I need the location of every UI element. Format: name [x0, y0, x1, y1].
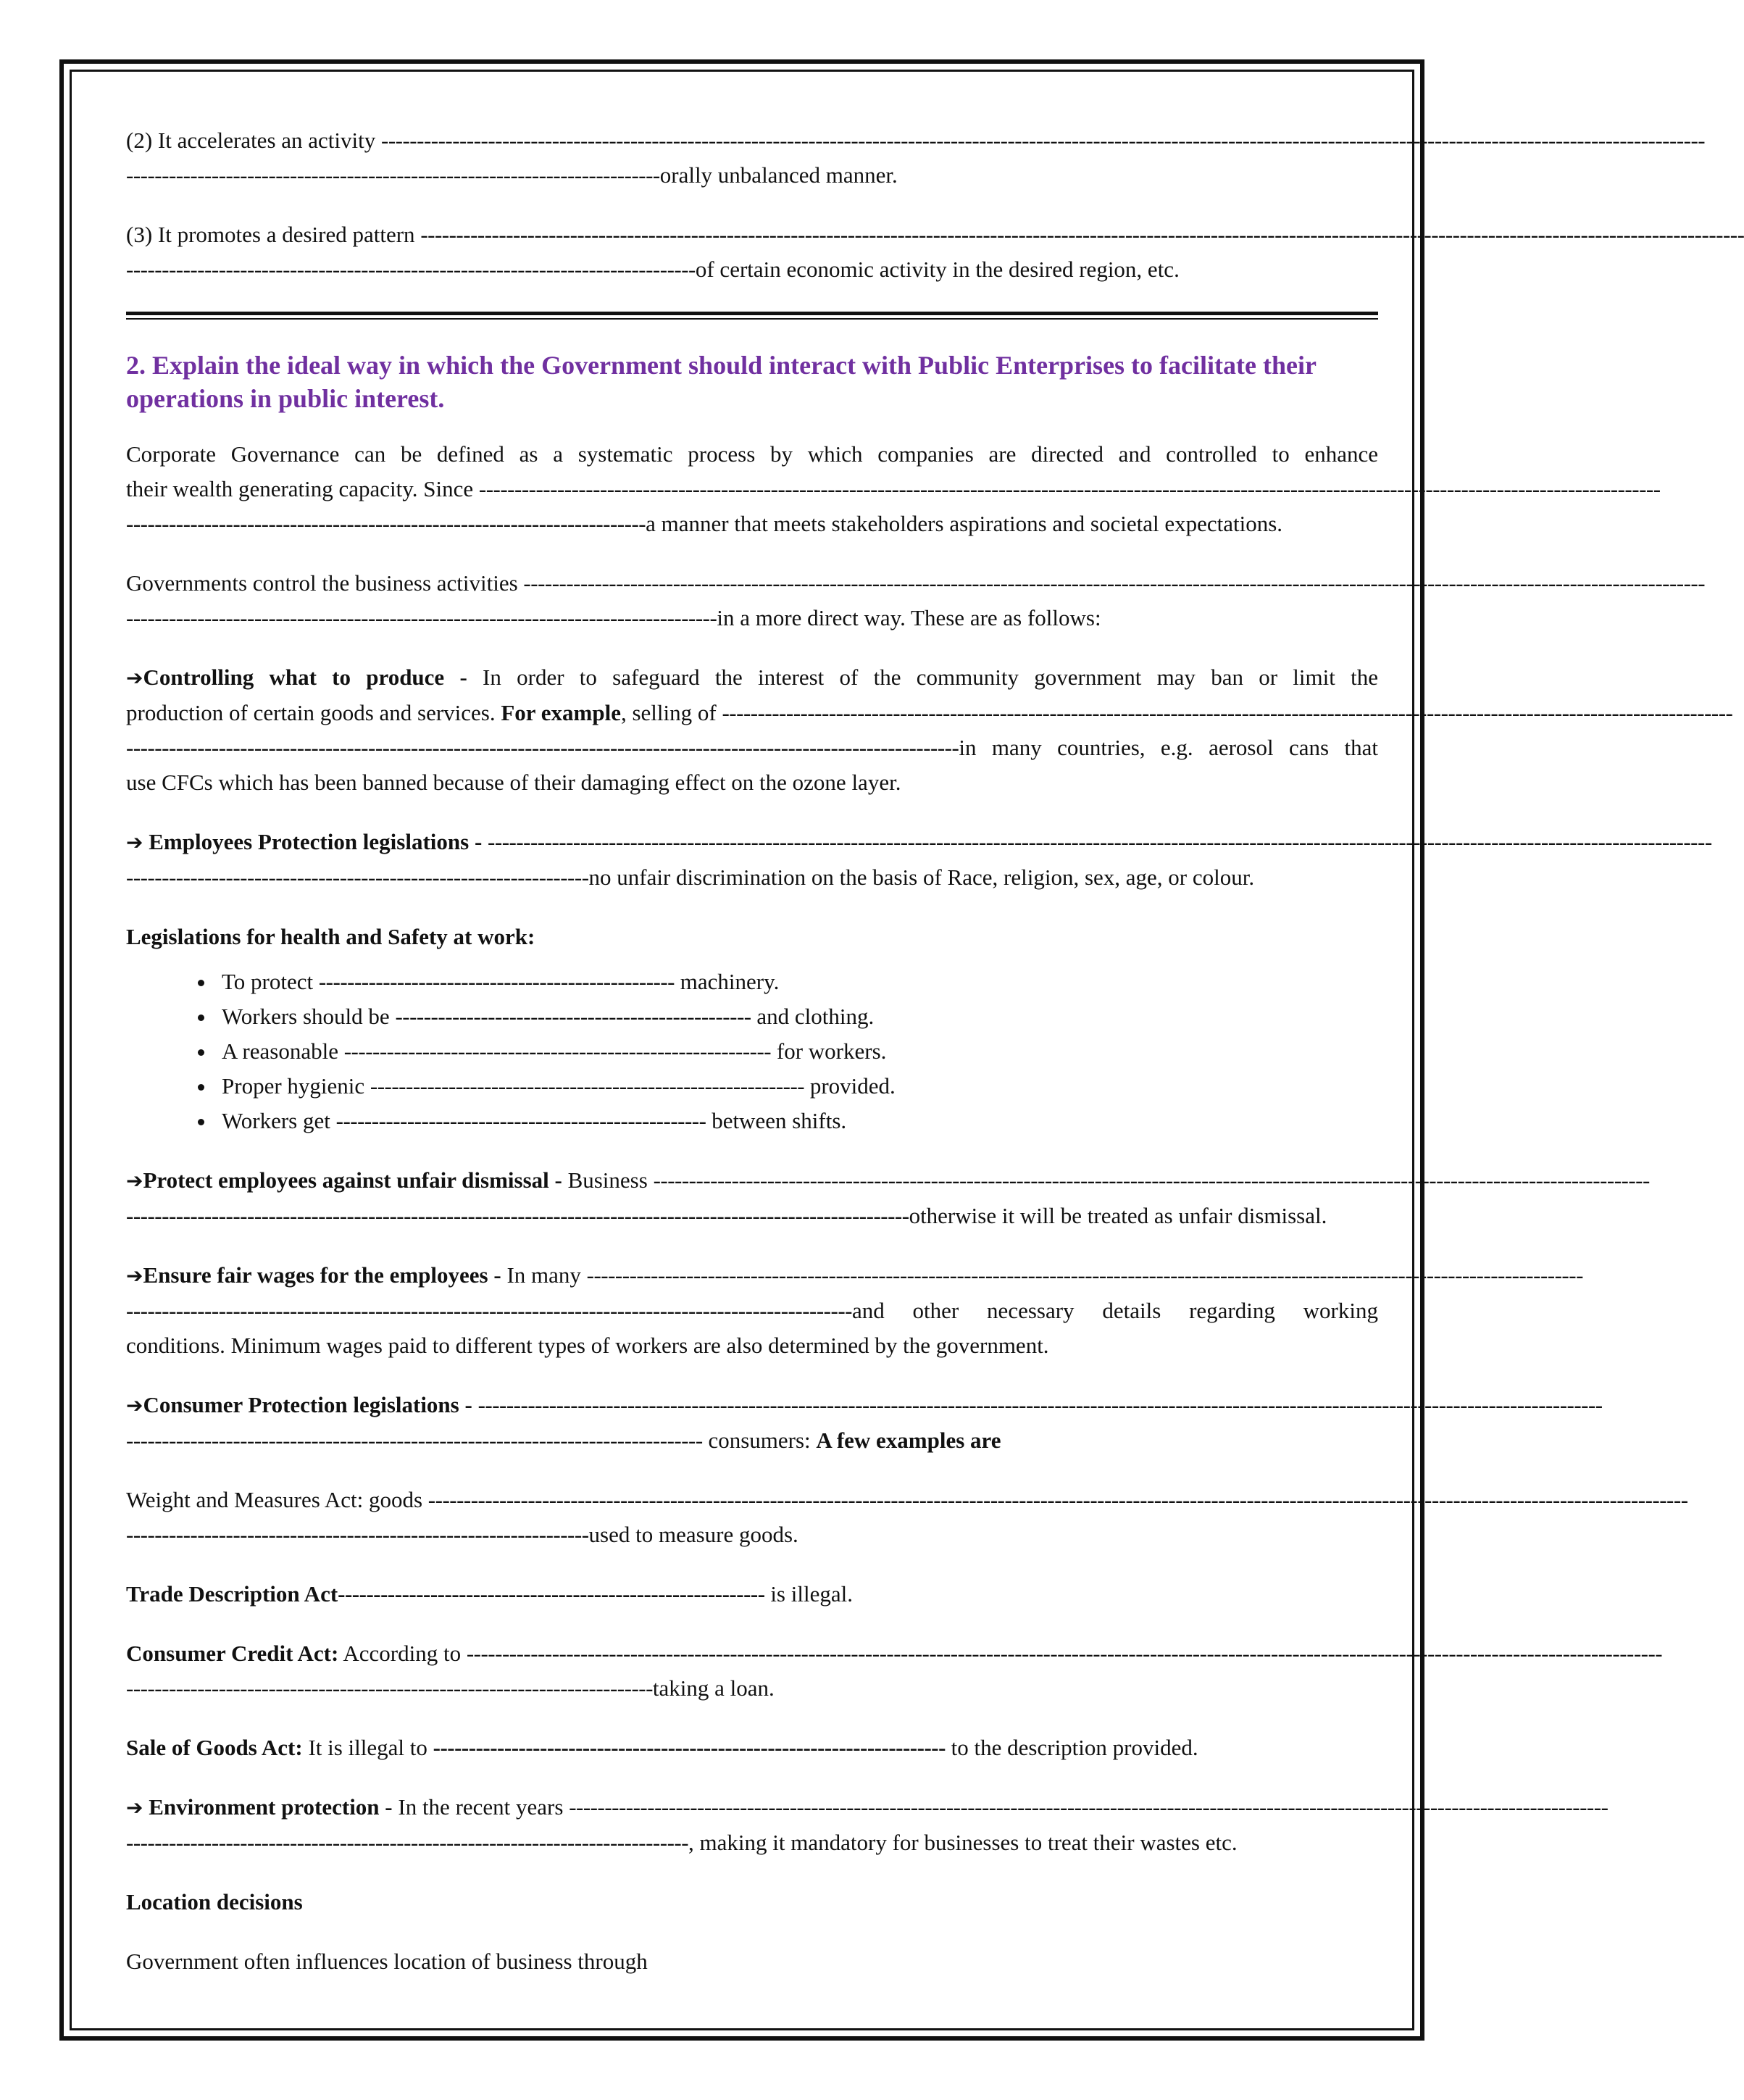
employees-protection-section: ➔ Employees Protection legislations - ---------------------------------------------------------------------------------------------------------------------------------------------------------------------------- -----------------------------------------------------------------no unfair discrimination on the basis of Race, religion, sex, age, or colour.: [126, 829, 1712, 890]
corporate-governance-paragraph: Corporate Governance can be defined as a systematic process by which companies are directed and controlled to enhance their wealth generating capacity. Since ---------------------------------------------------------------------------------------------------------------------------------------------------------------------- -------------------------------------------------------------------------a manner that meets stakeholders aspirations and societal expectations.: [126, 441, 1661, 536]
location-decisions-heading: Location decisions: [126, 1889, 303, 1914]
section-separator: [126, 312, 1378, 320]
environment-protection-section: ➔ Environment protection - In the recent years -------------------------------------------------------------------------------------------------------------------------------------------------- -------------------------------------------------------------------------------, making it mandatory for businesses to treat their wastes etc.: [126, 1794, 1609, 1855]
list-item: • Workers should be -------------------------------------------------- and clothing.: [216, 999, 1378, 1034]
prev-item-3: (3) It promotes a desired pattern ------------------------------------------------------------------------------------------------------------------------------------------------------------------------------------------ --------------------------------------------------------------------------------of certain economic activity in the desired region, etc.: [126, 222, 1744, 282]
right-arrow-icon: ➔: [126, 666, 143, 690]
health-safety-heading: Legislations for health and Safety at work:: [126, 924, 535, 949]
list-item: • Proper hygienic ------------------------------------------------------------- provided.: [216, 1069, 1378, 1104]
list-item: • Workers get ---------------------------------------------------- between shifts.: [216, 1104, 1378, 1138]
document-body: [126, 123, 1744, 2004]
list-item: • A reasonable ------------------------------------------------------------ for workers.: [216, 1034, 1378, 1069]
trade-description-paragraph: Trade Description Act------------------------------------------------------------ is illegal.: [126, 1581, 853, 1607]
controlling-production-section: ➔Controlling what to produce - In order to safeguard the interest of the community government may ban or limit the production of certain goods and services. For example, selling of ---------------------------------------------------------------------------------------------------------------------------------------------- ---------------------------------------------------------------------------------------------------------------------in many countries, e.g. aerosol cans that use CFCs which has been banned because of their damaging effect on the ozone layer.: [126, 664, 1733, 795]
right-arrow-icon: ➔: [126, 1796, 143, 1820]
question-heading: 2. Explain the ideal way in which the Government should interact with Public Enterprises to facilitate their operations in public interest.: [126, 351, 1317, 413]
right-arrow-icon: ➔: [126, 1393, 143, 1417]
right-arrow-icon: ➔: [126, 830, 143, 854]
government-control-paragraph: Governments control the business activities ---------------------------------------------------------------------------------------------------------------------------------------------------------------------- -----------------------------------------------------------------------------------in a more direct way. These are as follows:: [126, 570, 1706, 630]
health-safety-list: [126, 964, 1378, 1138]
list-item: • To protect -------------------------------------------------- machinery.: [216, 964, 1378, 999]
prev-item-2: (2) It accelerates an activity ------------------------------------------------------------------------------------------------------------------------------------------------------------------------------------------ ---------------------------------------------------------------------------orally unbalanced manner.: [126, 128, 1706, 188]
fair-wages-section: ➔Ensure fair wages for the employees - In many -------------------------------------------------------------------------------------------------------------------------------------------- ------------------------------------------------------------------------------------------------------and other necessary details regarding working conditions. Minimum wages paid to different types of workers are also determined by the government.: [126, 1262, 1583, 1358]
location-decisions-text: Government often influences location of business through: [126, 1949, 648, 1974]
consumer-protection-section: ➔Consumer Protection legislations - -------------------------------------------------------------------------------------------------------------------------------------------------------------- --------------------------------------------------------------------------------- consumers: A few examples are: [126, 1392, 1603, 1453]
consumer-credit-paragraph: Consumer Credit Act: According to ------------------------------------------------------------------------------------------------------------------------------------------------------------------------ --------------------------------------------------------------------------taking a loan.: [126, 1641, 1663, 1701]
sale-of-goods-paragraph: Sale of Goods Act: It is illegal to ------------------------------------------------------------------------ to the description provided.: [126, 1735, 1198, 1760]
weights-measures-paragraph: Weight and Measures Act: goods --------------------------------------------------------------------------------------------------------------------------------------------------------------------------------- -----------------------------------------------------------------used to measure goods.: [126, 1487, 1688, 1547]
unfair-dismissal-section: ➔Protect employees against unfair dismissal - Business -------------------------------------------------------------------------------------------------------------------------------------------- --------------------------------------------------------------------------------------------------------------otherwise it will be treated as unfair dismissal.: [126, 1167, 1650, 1228]
right-arrow-icon: ➔: [126, 1169, 143, 1193]
right-arrow-icon: ➔: [126, 1264, 143, 1288]
